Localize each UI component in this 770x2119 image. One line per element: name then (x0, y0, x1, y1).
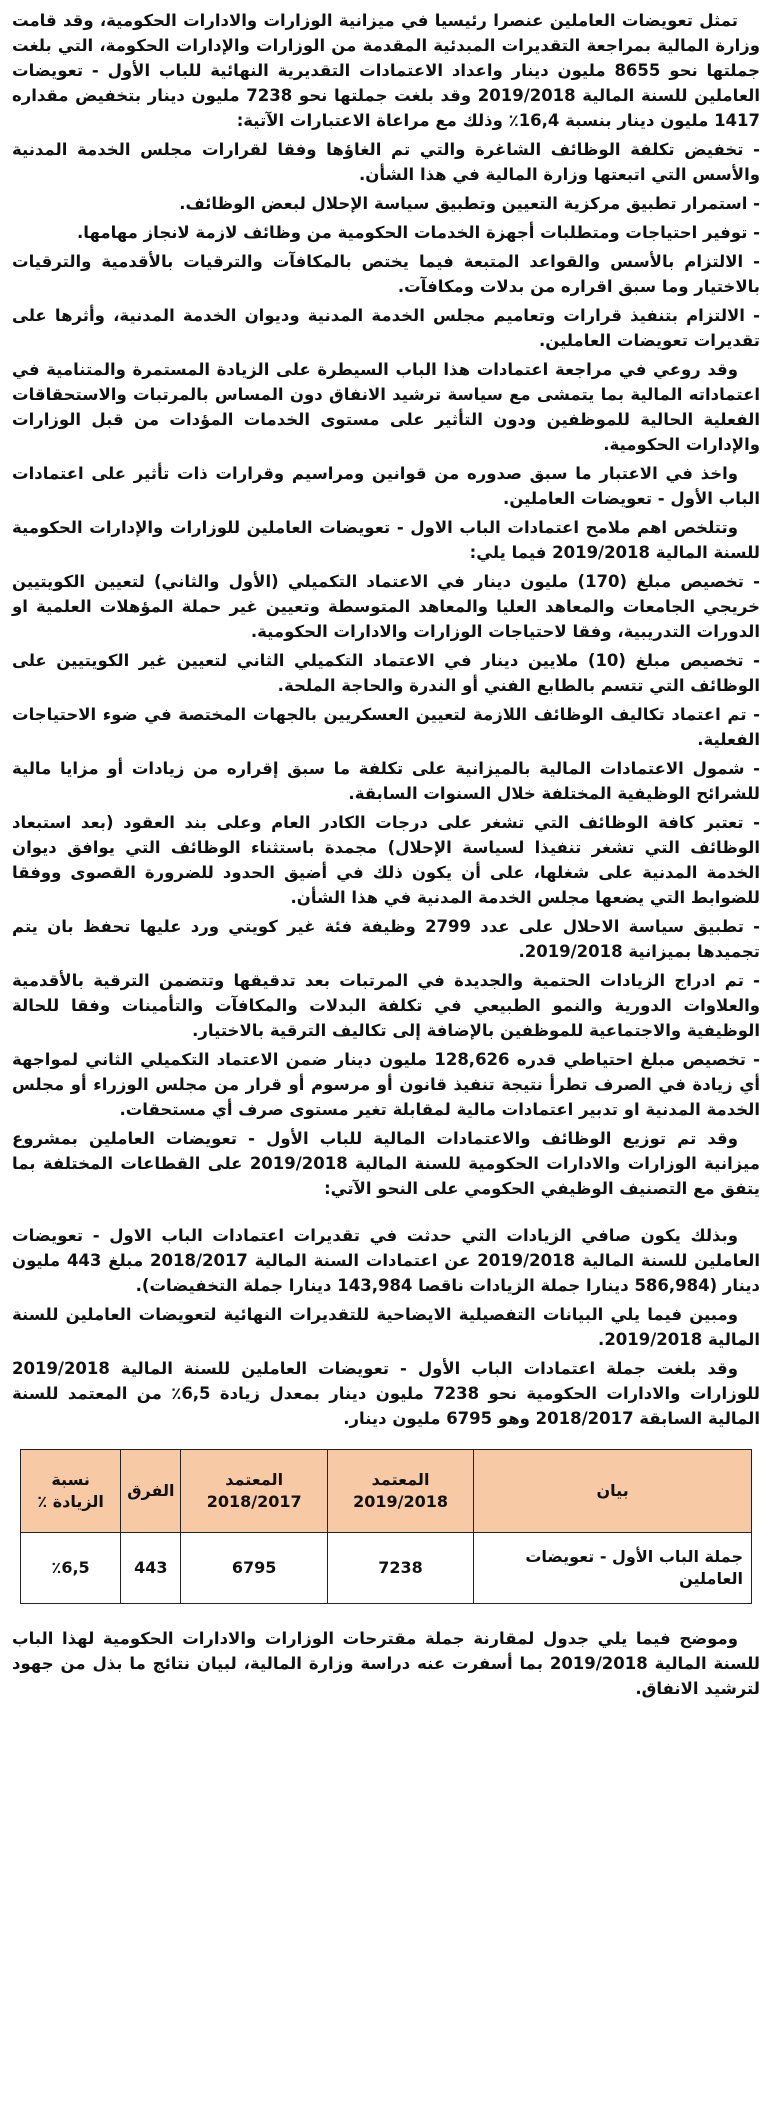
bullet-frozen-jobs: - تعتبر كافة الوظائف التي تشغر على درجات الكادر العام وعلى بند العقود (بعد استبعاد الوظائف التي تشغر تنفيذا لسياسة الإحلال) مجمدة باستثناء الوظائف التي يوافق ديوان الخدمة المدنية على شغلها، على أن يكون ذلك في أضيق الحدود للضرورة القصوى ووفقا للضوابط التي يضعها مجلس الخدمة المدنية في هذا الشأن. (12, 813, 760, 907)
comparison-table (20, 1449, 752, 1604)
header-approved-previous: المعتمد 2018/2017 (181, 1450, 327, 1533)
comparison-table-wrapper (20, 1449, 752, 1604)
cell-approved-previous: 6795 (181, 1533, 327, 1604)
bullet-kuwaiti-hiring: - تخصيص مبلغ (170) مليون دينار في الاعتماد التكميلي (الأول والثاني) لتعيين الكويتيين خريجي الجامعات والمعاهد العليا والمعاهد المتوسطة وتعيين غير حملة المؤهلات العلمية او الدورات التدريبية، وفقا لاحتياجات الوزارات والادارات الحكومية. (12, 572, 761, 641)
cell-approved-current: 7238 (327, 1533, 473, 1604)
bullet-staffing-needs: - توفير احتياجات ومتطلبات أجهزة الخدمات الحكومية من وظائف لازمة لانجاز مهامها. (77, 223, 760, 242)
bullet-reserve-amount: - تخصيص مبلغ احتياطي قدره 128,626 مليون دينار ضمن الاعتماد التكميلي الثاني لمواجهة أي زيادة في الصرف تطرأ نتيجة تنفيذ قانون أو مرسوم أو قرار من مجلس الوزراء أو مجلس الخدمة المدنية او تدبير اعتمادات مالية لمقابلة تغير مستوى صرف أي مستحقات. (12, 1050, 760, 1119)
header-increase-pct: نسبة الزيادة ٪ (21, 1450, 121, 1533)
bullet-prior-increases: - شمول الاعتمادات المالية بالميزانية على تكلفة ما سبق إقراره من زيادات أو مزايا مالية للشرائح الوظيفية المختلفة خلال السنوات السابقة. (12, 759, 760, 803)
cell-difference: 443 (121, 1533, 181, 1604)
bullet-vacant-jobs: - تخفيض تكلفة الوظائف الشاغرة والتي تم الغاؤها وفقا لقرارات مجلس الخدمة المدنية والأسس التي اتبعتها وزارة المالية في هذا الشأن. (12, 140, 760, 184)
paragraph-details-intro: ومبين فيما يلي البيانات التفصيلية الايضاحية للتقديرات النهائية لتعويضات العاملين للسنة المالية 2019/2018. (12, 1305, 760, 1349)
paragraph-total-appropriations: وقد بلغت جملة اعتمادات الباب الأول - تعويضات العاملين للسنة المالية 2019/2018 للوزارات والادارات الحكومية نحو 7238 مليون دينار بمعدل زيادة 6,5٪ من المعتمد للسنة المالية السابقة 2018/2017 وهو 6795 مليون دينار. (12, 1359, 760, 1428)
table-row (21, 1533, 752, 1604)
header-approved-current: المعتمد 2019/2018 (327, 1450, 473, 1533)
bullet-civil-service-decisions: - الالتزام بتنفيذ قرارات وتعاميم مجلس الخدمة المدنية وديوان الخدمة المدنية، وأثرها على تقديرات تعويضات العاملين. (12, 306, 760, 350)
bullet-military-jobs: - تم اعتماد تكاليف الوظائف اللازمة لتعيين العسكريين بالجهات المختصة في ضوء الاحتياجات الفعلية. (12, 705, 760, 749)
bullet-non-kuwaiti-hiring: - تخصيص مبلغ (10) ملايين دينار في الاعتماد التكميلي الثاني لتعيين غير الكويتيين على الوظائف التي تتسم بالطابع الفني أو الندرة والحاجة الملحة. (12, 651, 760, 695)
bullet-promotions: - الالتزام بالأسس والقواعد المتبعة فيما يختص بالمكافآت والترقيات بالأقدمية والترقيات بالاختيار وما سبق اقراره من بدلات ومكافآت. (12, 252, 760, 296)
paragraph-laws-considered: واخذ في الاعتبار ما سبق صدوره من قوانين ومراسيم وقرارات ذات تأثير على اعتمادات الباب الأول - تعويضات العاملين. (12, 464, 760, 508)
bullet-salary-increases: - تم ادراج الزيادات الحتمية والجديدة في المرتبات بعد تدقيقها وتتضمن الترقية بالأقدمية والعلاوات الدورية والنمو الطبيعي في تكلفة البدلات والمكافآت والتأمينات وفقا للحالة الوظيفية والاجتماعية للموظفين بالإضافة إلى تكاليف الترقية بالاختيار. (12, 971, 760, 1040)
paragraph-key-features: وتتلخص اهم ملامح اعتمادات الباب الاول - تعويضات العاملين للوزارات والإدارات الحكومية للسنة المالية 2019/2018 فيما يلي: (12, 518, 760, 562)
paragraph-net-increase: وبذلك يكون صافي الزيادات التي حدثت في تقديرات اعتمادات الباب الاول - تعويضات العاملين للسنة المالية 2019/2018 عن اعتمادات السنة المالية 2018/2017 مبلغ 443 مليون دينار (586,984 دينارا جملة الزيادات ناقصا 143,984 دينارا جملة التخفيضات). (12, 1226, 761, 1295)
paragraph-spending-control: وقد روعي في مراجعة اعتمادات هذا الباب السيطرة على الزيادة المستمرة والمتنامية في اعتماداته المالية بما يتمشى مع سياسة ترشيد الانفاق دون المساس بالمرتبات والاستحقاقات الفعلية الحالية للموظفين ودون التأثير على مستوى الخدمات المؤدات من قبل الوزارات والإدارات الحكومية. (12, 360, 760, 454)
header-difference: الفرق (121, 1450, 181, 1533)
header-bayan: بيان (474, 1450, 752, 1533)
cell-label: جملة الباب الأول - تعويضات العاملين (474, 1533, 752, 1604)
table-header-row (21, 1450, 752, 1533)
paragraph-comparison-intro: وموضح فيما يلي جدول لمقارنة جملة مقترحات الوزارات والادارات الحكومية لهذا الباب للسنة المالية 2019/2018 بما أسفرت عنه دراسة وزارة المالية، لبيان نتائج ما بذل من جهود لترشيد الانفاق. (12, 1629, 761, 1698)
bullet-replacement-policy: - تطبيق سياسة الاحلال على عدد 2799 وظيفة فئة غير كويتي ورد عليها تحفظ بان يتم تجميدها بميزانية 2019/2018. (12, 917, 760, 961)
intro-paragraph: تمثل تعويضات العاملين عنصرا رئيسيا في ميزانية الوزارات والادارات الحكومية، وقد قامت وزارة المالية بمراجعة التقديرات المبدئية المقدمة من الوزارات والإدارات الحكومة، التي بلغت جملتها نحو 8655 مليون دينار واعداد الاعتمادات التقديرية النهائية للباب الأول - تعويضات العاملين للسنة المالية 2019/2018 وقد بلغت جملتها نحو 7238 مليون دينار بتخفيض مقداره 1417 مليون دينار بنسبة 16,4٪ وذلك مع مراعاة الاعتبارات الآتية: (12, 11, 761, 130)
bullet-central-hiring: - استمرار تطبيق مركزية التعيين وتطبيق سياسة الإحلال لبعض الوظائف. (179, 194, 760, 213)
section-gap (12, 1205, 760, 1223)
cell-increase-pct: ٪6,5 (21, 1533, 121, 1604)
paragraph-distribution: وقد تم توزيع الوظائف والاعتمادات المالية للباب الأول - تعويضات العاملين بمشروع ميزانية الوزارات والادارات الحكومية للسنة المالية 2019/2018 على القطاعات المختلفة بما يتفق مع التصنيف الوظيفي الحكومي على النحو الآتي: (12, 1129, 760, 1198)
